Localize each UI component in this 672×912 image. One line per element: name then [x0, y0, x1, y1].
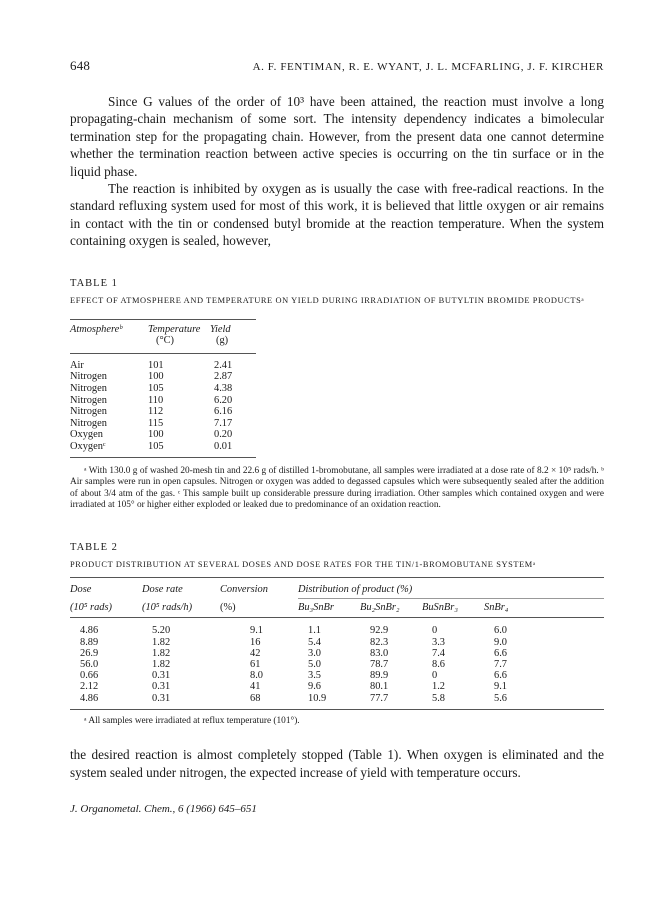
cell-busnbr3: 0 — [432, 625, 438, 637]
cell-bu3snbr: 9.6 — [308, 681, 321, 693]
cell-yield: 2.41 — [214, 359, 233, 371]
column-header-bu3snbr: Bu₃SnBr — [298, 599, 360, 618]
cell-dose: 4.86 — [70, 693, 142, 710]
cell-dose: 56.0 — [80, 658, 99, 670]
cell-temperature: 101 — [148, 359, 164, 371]
table-row — [70, 637, 604, 648]
cell-snbr4: 6.0 — [494, 625, 507, 637]
paragraph-2: The reaction is inhibited by oxygen as is usually the case with free-radical reactions. In the standard refluxing system used for most of this work, it is believed that little oxygen or air remains in contact with the tin or condensed butyl bromide at the reaction temperature. When the system containing oxygen is sealed, however, — [70, 181, 604, 249]
journal-page — [70, 58, 604, 815]
cell-yield: 0.01 — [210, 441, 256, 457]
column-unit-yield: (g) — [210, 335, 256, 353]
cell-dose-rate: 5.20 — [152, 625, 171, 637]
cell-temperature: 100 — [148, 429, 164, 441]
cell-conversion: 8.0 — [250, 670, 263, 682]
cell-snbr4: 6.6 — [494, 647, 507, 659]
column-header-dose-rate: Dose rate — [142, 577, 220, 598]
cell-yield: 4.38 — [214, 383, 233, 395]
cell-yield: 6.20 — [214, 394, 233, 406]
column-header-temperature: Temperature — [148, 319, 210, 335]
cell-dose: 0.66 — [80, 670, 99, 682]
cell-snbr4: 9.0 — [494, 636, 507, 648]
running-header — [70, 58, 604, 74]
cell-conversion: 9.1 — [250, 625, 263, 637]
cell-bu2snbr2: 77.7 — [360, 693, 422, 710]
cell-dose: 4.86 — [80, 625, 99, 637]
cell-yield: 7.17 — [214, 417, 233, 429]
cell-temperature: 115 — [148, 417, 164, 429]
column-header-dose: Dose — [70, 577, 142, 598]
cell-temperature: 105 — [148, 383, 164, 395]
table-2-label: TABLE 2 — [70, 541, 118, 553]
cell-bu2snbr2: 80.1 — [370, 681, 389, 693]
table-row — [70, 648, 604, 659]
cell-bu3snbr: 3.0 — [308, 647, 321, 659]
cell-dose-rate: 1.82 — [152, 647, 171, 659]
cell-atmosphere: Nitrogen — [70, 417, 107, 429]
column-unit-temperature: (°C) — [148, 335, 210, 353]
cell-dose-rate: 0.31 — [142, 693, 220, 710]
cell-atmosphere: Oxygenᶜ — [70, 441, 148, 457]
cell-dose-rate: 0.31 — [152, 670, 171, 682]
table-row — [70, 395, 256, 407]
table-1-caption: EFFECT OF ATMOSPHERE AND TEMPERATURE ON YIELD DURING IRRADIATION OF BUTYLTIN BROMIDE PRODUCTSᵃ — [70, 295, 585, 305]
table-row — [70, 659, 604, 670]
column-header-spacer — [70, 335, 148, 353]
page-number: 648 — [70, 58, 91, 73]
cell-conversion: 61 — [250, 658, 261, 670]
column-header-snbr4: SnBr₄ — [484, 599, 604, 618]
table-row — [70, 383, 256, 395]
table-1 — [70, 319, 256, 458]
paragraph-3: the desired reaction is almost completely stopped (Table 1). When oxygen is eliminated and the system sealed under nitrogen, the expected increase of yield with temperature occurs. — [70, 747, 604, 780]
column-header-conversion: Conversion — [220, 577, 298, 598]
column-header-bu2snbr2: Bu₂SnBr₂ — [360, 599, 422, 618]
cell-busnbr3: 5.8 — [422, 693, 484, 710]
column-unit-dose-rate: (10⁵ rads/h) — [142, 599, 220, 618]
cell-bu2snbr2: 82.3 — [370, 636, 389, 648]
cell-conversion: 42 — [250, 647, 261, 659]
cell-snbr4: 9.1 — [494, 681, 507, 693]
cell-atmosphere: Nitrogen — [70, 406, 107, 418]
cell-busnbr3: 1.2 — [432, 681, 445, 693]
cell-dose: 2.12 — [80, 681, 99, 693]
cell-dose-rate: 1.82 — [152, 636, 171, 648]
table-row — [70, 418, 256, 430]
column-header-busnbr3: BuSnBr₃ — [422, 599, 484, 618]
author-line: A. F. FENTIMAN, R. E. WYANT, J. L. MCFARLING, J. F. KIRCHER — [252, 61, 604, 73]
cell-bu2snbr2: 83.0 — [370, 647, 389, 659]
cell-dose: 26.9 — [80, 647, 99, 659]
cell-snbr4: 6.6 — [494, 670, 507, 682]
cell-yield: 2.87 — [214, 371, 233, 383]
table-row — [70, 429, 256, 441]
cell-bu2snbr2: 92.9 — [370, 625, 389, 637]
table-row — [70, 693, 604, 710]
cell-snbr4: 5.6 — [484, 693, 604, 710]
table-row — [70, 371, 256, 383]
cell-busnbr3: 0 — [432, 670, 438, 682]
cell-bu3snbr: 1.1 — [308, 625, 321, 637]
table-row — [70, 406, 256, 418]
cell-conversion: 16 — [250, 636, 261, 648]
cell-yield: 6.16 — [214, 406, 233, 418]
table-2-caption: PRODUCT DISTRIBUTION AT SEVERAL DOSES AND DOSE RATES FOR THE TIN/1-BROMOBUTANE SYSTEMᵃ — [70, 559, 536, 569]
cell-atmosphere: Oxygen — [70, 429, 103, 441]
table-row — [70, 670, 604, 681]
cell-atmosphere: Nitrogen — [70, 383, 107, 395]
cell-atmosphere: Nitrogen — [70, 371, 107, 383]
table-row — [70, 618, 604, 637]
column-header-distribution: Distribution of product (%) — [298, 577, 604, 598]
cell-conversion: 41 — [250, 681, 261, 693]
column-unit-conversion: (%) — [220, 599, 298, 618]
cell-bu3snbr: 5.4 — [308, 636, 321, 648]
table-1-footnote: ᵃ With 130.0 g of washed 20-mesh tin and 22.6 g of distilled 1-bromobutane, all samples were irradiated at a dose rate of 8.2 × 10⁵ rads/h. ᵇ Air samples were run in open capsules. Nitrogen or oxygen was added to degassed capsules which were subsequently sealed after the addition of about 3/4 atm of the gas. ᶜ This sample built up considerable pressure during irradiation. Other samples which contained oxygen and were irradiated at 105° or higher either exploded or leaked due to predominance of an oxidation reaction. — [70, 465, 604, 511]
cell-dose-rate: 0.31 — [152, 681, 171, 693]
cell-busnbr3: 8.6 — [432, 658, 445, 670]
journal-citation: J. Organometal. Chem., 6 (1966) 645–651 — [70, 803, 257, 816]
cell-bu2snbr2: 78.7 — [370, 658, 389, 670]
cell-conversion: 68 — [220, 693, 298, 710]
table-row — [70, 681, 604, 692]
cell-dose-rate: 1.82 — [152, 658, 171, 670]
cell-temperature: 100 — [148, 371, 164, 383]
table-row — [70, 441, 256, 457]
table-2-footnote: ᵃ All samples were irradiated at reflux temperature (101°). — [84, 715, 300, 726]
column-header-atmosphere: Atmosphereᵇ — [70, 319, 148, 335]
cell-atmosphere: Nitrogen — [70, 394, 107, 406]
cell-snbr4: 7.7 — [494, 658, 507, 670]
cell-bu3snbr: 3.5 — [308, 670, 321, 682]
column-unit-dose: (10⁵ rads) — [70, 599, 142, 618]
table-1-label: TABLE 1 — [70, 277, 118, 289]
cell-busnbr3: 3.3 — [432, 636, 445, 648]
table-2 — [70, 577, 604, 710]
table-row — [70, 353, 256, 371]
cell-temperature: 112 — [148, 406, 164, 418]
cell-yield: 0.20 — [214, 429, 233, 441]
cell-dose: 8.89 — [80, 636, 99, 648]
paragraph-1: Since G values of the order of 10³ have been attained, the reaction must involve a long propagating-chain mechanism of some sort. The intensity dependency indicates a bimolecular termination step for the propagating chain. However, from the present data one cannot determine whether the termination reaction between active species is occurring on the tin surface or in the liquid phase. — [70, 94, 604, 179]
cell-temperature: 105 — [148, 441, 210, 457]
cell-bu3snbr: 5.0 — [308, 658, 321, 670]
column-header-yield: Yield — [210, 319, 256, 335]
cell-temperature: 110 — [148, 394, 164, 406]
cell-busnbr3: 7.4 — [432, 647, 445, 659]
cell-bu2snbr2: 89.9 — [370, 670, 389, 682]
cell-bu3snbr: 10.9 — [298, 693, 360, 710]
cell-atmosphere: Air — [70, 359, 84, 371]
